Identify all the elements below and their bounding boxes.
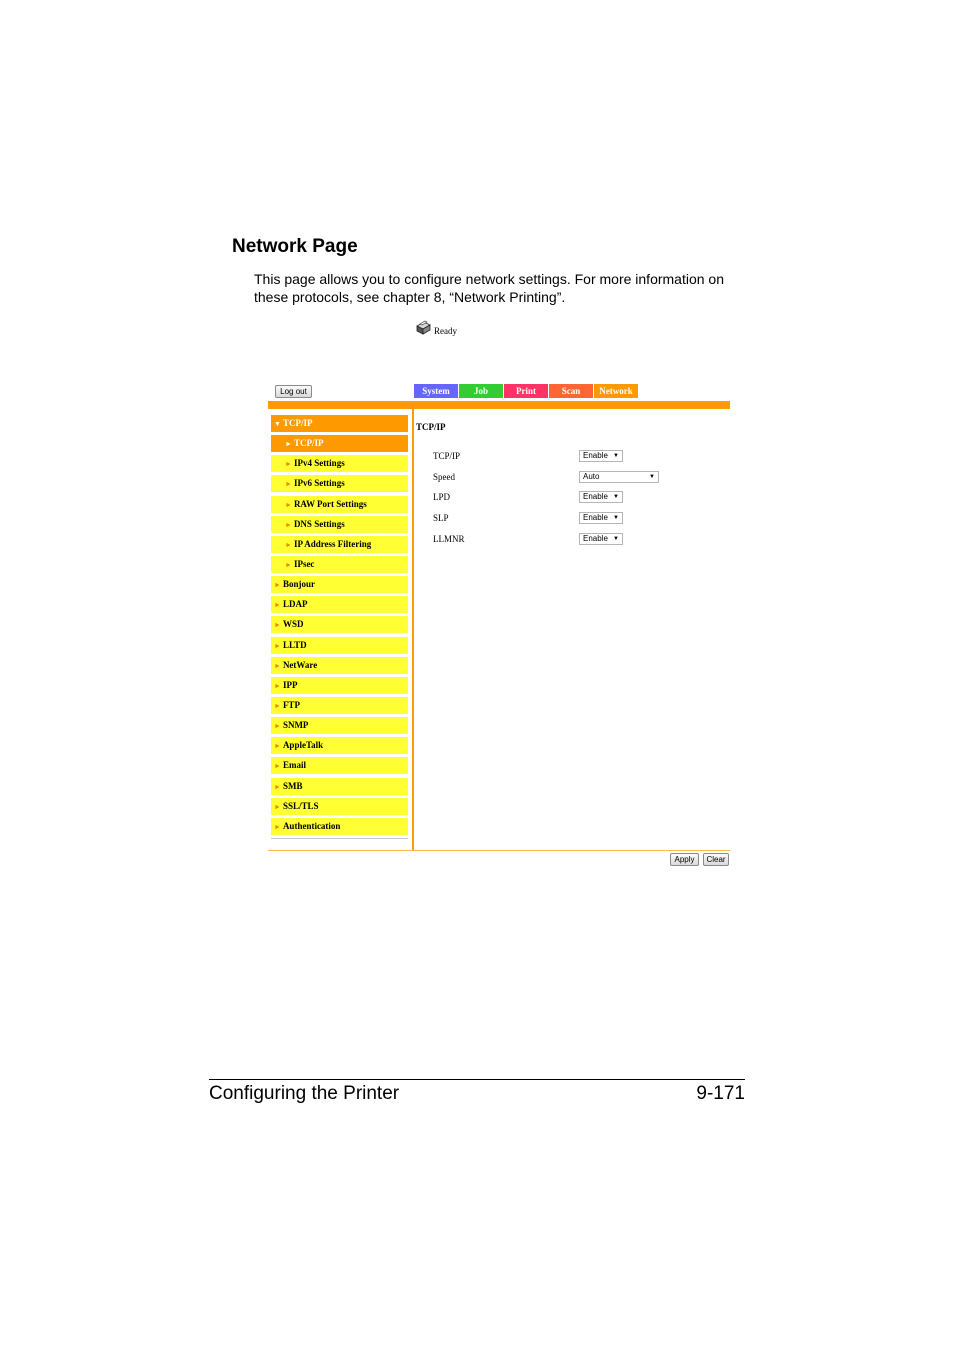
lpd-select-value: Enable: [583, 492, 608, 501]
field-label-lpd: LPD: [433, 492, 451, 502]
lpd-select[interactable]: [579, 491, 623, 503]
sidebar-item-label: SMB: [282, 780, 303, 791]
main-tabs: [414, 384, 638, 398]
sidebar-item-bonjour[interactable]: [271, 576, 408, 593]
sidebar-item-label: Bonjour: [282, 579, 315, 590]
tab-system[interactable]: System: [414, 384, 458, 398]
sidebar-item-label: AppleTalk: [282, 740, 324, 751]
sidebar-item-label: IPv4 Settings: [293, 458, 345, 469]
sidebar-item-ldap[interactable]: [271, 596, 408, 613]
sidebar-item-label: SSL/TLS: [282, 800, 319, 811]
tcpip-select-value: Enable: [583, 451, 608, 460]
sidebar-item-netware[interactable]: [271, 657, 408, 674]
footer-page-number: 9-171: [696, 1083, 745, 1104]
vertical-divider: [412, 409, 414, 850]
llmnr-select[interactable]: [579, 533, 623, 545]
triangle-right-icon: ►: [285, 560, 292, 569]
triangle-right-icon: ►: [285, 480, 292, 489]
triangle-right-icon: ►: [274, 601, 281, 610]
sidebar-menu: [271, 415, 408, 838]
footer-rule: [209, 1079, 745, 1080]
chevron-down-icon: ▼: [613, 515, 619, 521]
triangle-right-icon: ►: [285, 460, 292, 469]
triangle-right-icon: ►: [274, 762, 281, 771]
sidebar-item-label: IPsec: [293, 558, 315, 569]
sidebar-item-label: RAW Port Settings: [293, 498, 367, 509]
printer-status: [414, 318, 457, 341]
sidebar-item-label: LLTD: [282, 639, 307, 650]
sidebar-item-label: LDAP: [282, 599, 308, 610]
triangle-right-icon: ►: [274, 661, 281, 670]
sidebar-item-ipv4-settings[interactable]: [271, 455, 408, 472]
sidebar-item-email[interactable]: [271, 757, 408, 774]
triangle-down-icon: ▼: [274, 420, 281, 428]
sidebar-item-ip-address-filtering[interactable]: [271, 536, 408, 553]
llmnr-select-value: Enable: [583, 534, 608, 543]
sidebar-item-label: FTP: [282, 699, 300, 710]
sidebar-item-label: SNMP: [282, 720, 309, 731]
sidebar-item-tcp-ip[interactable]: [271, 435, 408, 452]
triangle-right-icon: ►: [274, 641, 281, 650]
triangle-right-icon: ►: [274, 822, 281, 831]
bottom-divider: [268, 850, 730, 851]
tab-network[interactable]: Network: [594, 384, 638, 398]
apply-button[interactable]: Apply: [670, 853, 699, 866]
sidebar-item-ipp[interactable]: [271, 677, 408, 694]
triangle-right-icon: ►: [274, 782, 281, 791]
tab-job[interactable]: Job: [459, 384, 503, 398]
field-label-tcpip: TCP/IP: [433, 451, 461, 461]
triangle-right-icon: ►: [274, 581, 281, 590]
tab-print[interactable]: Print: [504, 384, 548, 398]
footer-chapter-title: Configuring the Printer: [209, 1083, 400, 1104]
sidebar-item-label: Authentication: [282, 820, 341, 831]
triangle-right-icon: ►: [274, 701, 281, 710]
printer-icon: [414, 318, 432, 341]
sidebar-item-dns-settings[interactable]: [271, 516, 408, 533]
speed-select[interactable]: [579, 471, 659, 483]
header-bar: [268, 401, 730, 409]
triangle-right-icon: ►: [285, 500, 292, 509]
sidebar-item-label: IP Address Filtering: [293, 538, 372, 549]
triangle-right-icon: ►: [285, 440, 292, 449]
sidebar-divider: [271, 838, 408, 839]
sidebar-item-smb[interactable]: [271, 778, 408, 795]
sidebar-item-ipsec[interactable]: [271, 556, 408, 573]
sidebar-item-snmp[interactable]: [271, 717, 408, 734]
content-title: TCP/IP: [416, 422, 446, 432]
sidebar-item-label: TCP/IP: [293, 438, 324, 449]
sidebar-item-wsd[interactable]: [271, 616, 408, 633]
sidebar-item-ftp[interactable]: [271, 697, 408, 714]
sidebar-item-ssl-tls[interactable]: [271, 798, 408, 815]
status-text: Ready: [434, 325, 457, 336]
speed-select-value: Auto: [583, 472, 600, 481]
sidebar-item-lltd[interactable]: [271, 637, 408, 654]
chevron-down-icon: ▼: [649, 474, 655, 480]
sidebar-item-label: TCP/IP: [282, 418, 313, 428]
field-label-speed: Speed: [433, 472, 455, 482]
section-intro: This page allows you to configure network settings. For more information on these protocols, see chapter 8, “Network Printing”.: [254, 271, 725, 305]
sidebar-item-label: NetWare: [282, 659, 318, 670]
section-heading: Network Page: [232, 236, 358, 257]
tcpip-select[interactable]: [579, 450, 623, 462]
chevron-down-icon: ▼: [613, 494, 619, 500]
field-label-slp: SLP: [433, 513, 449, 523]
sidebar-item-label: IPP: [282, 679, 298, 690]
slp-select[interactable]: [579, 512, 623, 524]
sidebar-item-label: DNS Settings: [293, 518, 345, 529]
tab-scan[interactable]: Scan: [549, 384, 593, 398]
triangle-right-icon: ►: [274, 722, 281, 731]
slp-select-value: Enable: [583, 513, 608, 522]
sidebar-item-label: Email: [282, 760, 306, 771]
sidebar-item-appletalk[interactable]: [271, 737, 408, 754]
sidebar-item-authentication[interactable]: [271, 818, 408, 835]
triangle-right-icon: ►: [274, 681, 281, 690]
chevron-down-icon: ▼: [613, 453, 619, 459]
triangle-right-icon: ►: [274, 621, 281, 630]
chevron-down-icon: ▼: [613, 536, 619, 542]
sidebar-item-label: IPv6 Settings: [293, 478, 345, 489]
triangle-right-icon: ►: [285, 540, 292, 549]
sidebar-item-raw-port-settings[interactable]: [271, 496, 408, 513]
sidebar-item-label: WSD: [282, 619, 304, 630]
sidebar-item-ipv6-settings[interactable]: [271, 475, 408, 492]
triangle-right-icon: ►: [274, 802, 281, 811]
field-label-llmnr: LLMNR: [433, 534, 465, 544]
triangle-right-icon: ►: [285, 520, 292, 529]
clear-button[interactable]: Clear: [703, 853, 729, 866]
triangle-right-icon: ►: [274, 742, 281, 751]
sidebar-item-tcp-ip[interactable]: [271, 415, 408, 432]
logout-button[interactable]: Log out: [275, 385, 312, 398]
